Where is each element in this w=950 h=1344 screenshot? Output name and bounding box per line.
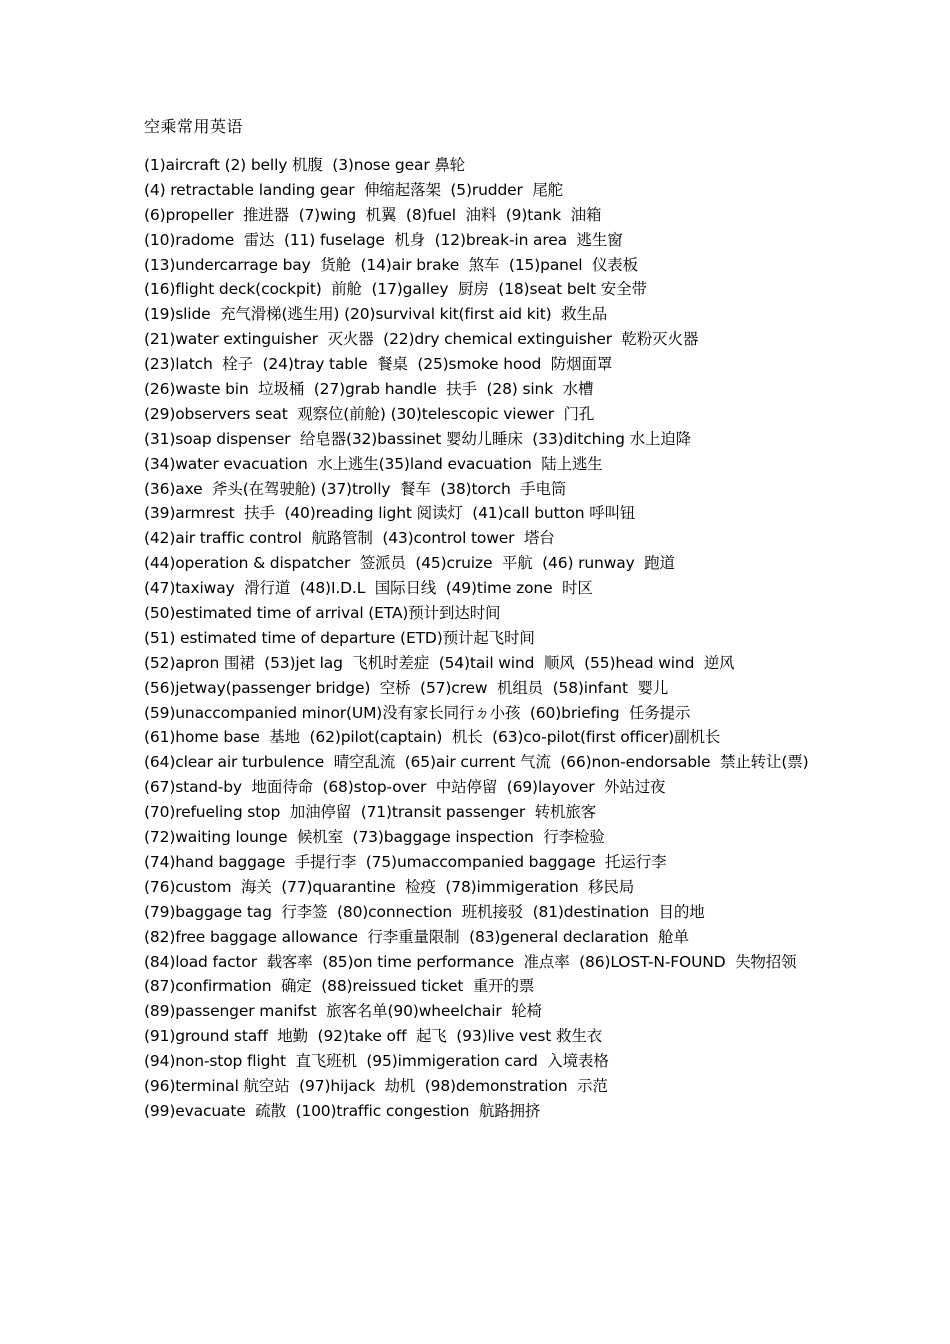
vocabulary-line: (16)flight deck(cockpit) 前舱 (17)galley 厨房 (18)seat belt 安全带 (144, 280, 647, 299)
vocabulary-line: (47)taxiway 滑行道 (48)I.D.L 国际日线 (49)time zone 时区 (144, 579, 593, 598)
vocabulary-line: (34)water evacuation 水上逃生(35)land evacuation 陆上逃生 (144, 454, 603, 473)
vocabulary-line: (39)armrest 扶手 (40)reading light 阅读灯 (41)call button 呼叫钮 (144, 504, 636, 523)
vocabulary-line: (19)slide 充气滑梯(逃生用) (20)survival kit(first aid kit) 救生品 (144, 305, 608, 324)
vocabulary-line: (70)refueling stop 加油停留 (71)transit passenger 转机旅客 (144, 803, 597, 822)
vocabulary-line: (6)propeller 推进器 (7)wing 机翼 (8)fuel 油料 (9)tank 油箱 (144, 205, 602, 224)
vocabulary-line: (51) estimated time of departure (ETD)预计起飞时间 (144, 628, 535, 647)
vocabulary-line: (52)apron 围裙 (53)jet lag 飞机时差症 (54)tail wind 顺风 (55)head wind 逆风 (144, 653, 735, 672)
vocabulary-line: (84)load factor 载客率 (85)on time performance 准点率 (86)LOST-N-FOUND 失物招领 (144, 952, 797, 971)
vocabulary-line: (67)stand-by 地面待命 (68)stop-over 中站停留 (69)layover 外站过夜 (144, 778, 666, 797)
vocabulary-list (144, 153, 934, 1124)
vocabulary-line: (36)axe 斧头(在驾驶舱) (37)trolly 餐车 (38)torch 手电筒 (144, 479, 567, 498)
vocabulary-line: (74)hand baggage 手提行李 (75)umaccompanied baggage 托运行李 (144, 852, 667, 871)
vocabulary-line: (13)undercarrage bay 货舱 (14)air brake 煞车 (15)panel 仪表板 (144, 255, 639, 274)
vocabulary-line: (91)ground staff 地勤 (92)take off 起飞 (93)live vest 救生衣 (144, 1027, 603, 1046)
document-title: 空乘常用英语 (144, 117, 244, 136)
vocabulary-line: (76)custom 海关 (77)quarantine 检疫 (78)immigeration 移民局 (144, 877, 635, 896)
vocabulary-line: (79)baggage tag 行李签 (80)connection 班机接驳 (81)destination 目的地 (144, 902, 705, 921)
vocabulary-line: (72)waiting lounge 候机室 (73)baggage inspection 行李检验 (144, 828, 605, 847)
vocabulary-line: (61)home base 基地 (62)pilot(captain) 机长 (63)co-pilot(first officer)副机长 (144, 728, 721, 747)
vocabulary-line: (94)non-stop flight 直飞班机 (95)immigeration card 入境表格 (144, 1052, 609, 1071)
vocabulary-line: (64)clear air turbulence 晴空乱流 (65)air current 气流 (66)non-endorsable 禁止转让(票) (144, 753, 809, 772)
vocabulary-line: (26)waste bin 垃圾桶 (27)grab handle 扶手 (28) sink 水槽 (144, 380, 594, 399)
vocabulary-line: (96)terminal 航空站 (97)hijack 劫机 (98)demonstration 示范 (144, 1076, 608, 1095)
vocabulary-line: (4) retractable landing gear 伸缩起落架 (5)rudder 尾舵 (144, 180, 564, 199)
vocabulary-line: (87)confirmation 确定 (88)reissued ticket 重开的票 (144, 977, 535, 996)
vocabulary-line: (31)soap dispenser 给皂器(32)bassinet 婴幼儿睡床 (33)ditching 水上迫降 (144, 429, 692, 448)
vocabulary-line: (29)observers seat 观察位(前舱) (30)telescopic viewer 门孔 (144, 404, 595, 423)
vocabulary-line: (56)jetway(passenger bridge) 空桥 (57)crew 机组员 (58)infant 婴儿 (144, 678, 669, 697)
vocabulary-line: (50)estimated time of arrival (ETA)预计到达时间 (144, 604, 501, 623)
vocabulary-line: (82)free baggage allowance 行李重量限制 (83)general declaration 舱单 (144, 927, 689, 946)
vocabulary-line: (89)passenger manifst 旅客名单(90)wheelchair 轮椅 (144, 1002, 542, 1021)
vocabulary-line: (10)radome 雷达 (11) fuselage 机身 (12)break-in area 逃生窗 (144, 230, 623, 249)
vocabulary-line: (42)air traffic control 航路管制 (43)control tower 塔台 (144, 529, 555, 548)
vocabulary-line: (99)evacuate 疏散 (100)traffic congestion 航路拥挤 (144, 1101, 541, 1120)
vocabulary-line: (44)operation & dispatcher 签派员 (45)cruize 平航 (46) runway 跑道 (144, 554, 675, 573)
vocabulary-line: (1)aircraft (2) belly 机腹 (3)nose gear 鼻轮 (144, 156, 466, 174)
document-page (144, 115, 934, 1124)
vocabulary-line: (23)latch 栓子 (24)tray table 餐桌 (25)smoke hood 防烟面罩 (144, 355, 613, 374)
vocabulary-line: (59)unaccompanied minor(UM)没有家长同行ㄉ小孩 (60)briefing 任务提示 (144, 703, 691, 722)
vocabulary-line: (21)water extinguisher 灭火器 (22)dry chemical extinguisher 乾粉灭火器 (144, 330, 699, 349)
